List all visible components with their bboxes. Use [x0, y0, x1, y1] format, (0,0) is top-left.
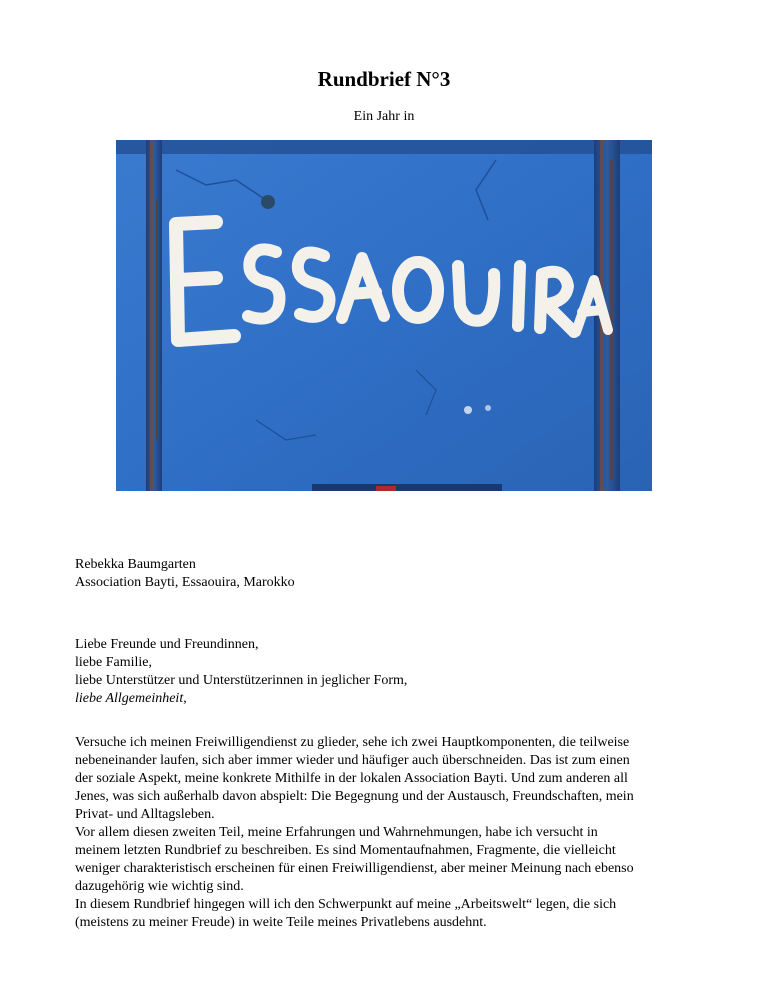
salutation-line-4-italic: liebe Allgemeinheit: [75, 691, 184, 706]
body-line: In diesem Rundbrief hingegen will ich den Schwerpunkt auf meine „Arbeitswelt“ legen, die sich: [75, 897, 617, 912]
body-line: Privat- und Alltagsleben.: [75, 807, 215, 822]
body-line: Versuche ich meinen Freiwilligendienst zu glieder, sehe ich zwei Hauptkomponenten, die teilweise: [75, 735, 630, 750]
body-text: [75, 734, 705, 932]
body-line: Jenes, was sich außerhalb davon abspielt: Die Begegnung und der Austausch, Freundschaften, mein: [75, 789, 634, 804]
document-title: Rundbrief N°3: [317, 67, 451, 91]
body-line: (meistens zu meiner Freude) in weite Teile meines Privatlebens ausdehnt.: [75, 915, 487, 930]
salutation-line-4-suffix: ,: [183, 691, 187, 706]
body-line: weniger charakteristisch erscheinen für einen Freiwilligendienst, aber meiner Meinung nach ebenso: [75, 861, 634, 876]
author-block: [75, 556, 705, 592]
essaouira-wall-photo: [116, 140, 652, 491]
body-line: meinem letzten Rundbrief zu beschreiben. Es sind Momentaufnahmen, Fragmente, die vielleicht: [75, 843, 616, 858]
salutation-block: [75, 636, 705, 708]
salutation-line-3: liebe Unterstützer und Unterstützerinnen in jeglicher Form,: [75, 673, 408, 688]
salutation-line-2: liebe Familie,: [75, 655, 152, 670]
body-line: nebeneinander laufen, sich aber immer wieder und häufiger auch überschneiden. Das ist zum einen: [75, 753, 630, 768]
body-line: der soziale Aspekt, meine konkrete Mithilfe in der lokalen Association Bayti. Und zum anderen all: [75, 771, 628, 786]
document-subtitle: Ein Jahr in: [353, 109, 415, 124]
salutation-line-1: Liebe Freunde und Freundinnen,: [75, 637, 259, 652]
author-affiliation: Association Bayti, Essaouira, Marokko: [75, 575, 295, 590]
body-line: dazugehörig wie wichtig sind.: [75, 879, 244, 894]
salutation-line-4: [75, 690, 705, 708]
author-name: Rebekka Baumgarten: [75, 557, 196, 572]
body-line: Vor allem diesen zweiten Teil, meine Erfahrungen und Wahrnehmungen, habe ich versucht in: [75, 825, 598, 840]
